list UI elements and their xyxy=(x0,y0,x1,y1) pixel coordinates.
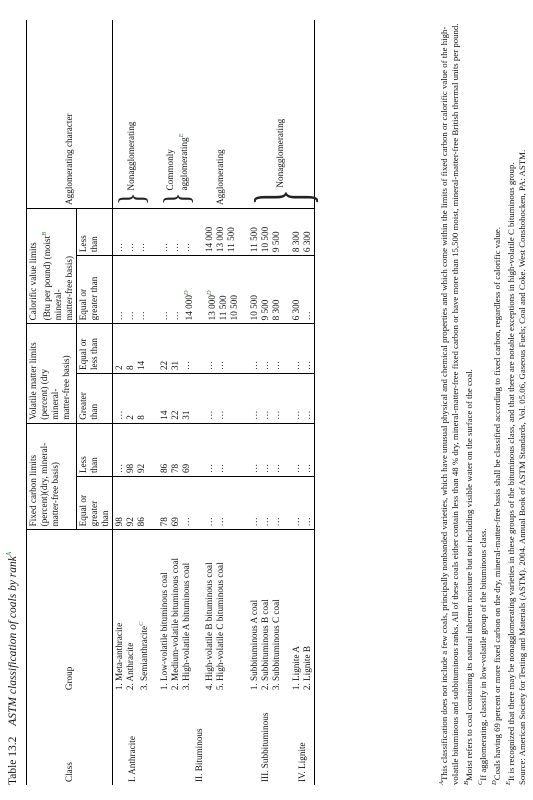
table-footnotes xyxy=(436,20,528,785)
curly-brace-icon: } xyxy=(156,192,197,205)
agglom-bituminous-b: Agglomerating xyxy=(203,20,241,208)
fc-lt-anthracite: … 98 92 xyxy=(113,423,152,476)
cv-ge-bituminous-a: … … 14 $000^D$ xyxy=(158,256,196,324)
title-footnote-marker: A xyxy=(5,551,13,557)
cv-lt-anthracite: … … … xyxy=(113,208,152,255)
groups-lignite: 1. Lignite A 2. Lignite B xyxy=(291,646,313,691)
cv-ge-bituminous-b: 13 $000^D$ 11 500 10 500 xyxy=(203,256,241,324)
cv-lt-lignite: 8 300 6 300 xyxy=(290,208,315,255)
fc-lt-lignite: … … xyxy=(290,423,315,476)
groups-bituminous-b: 4. High-volatile B bituminous coal 5. High-volatile C bituminous coal xyxy=(204,562,226,691)
fc-ge-lignite: … … xyxy=(290,477,315,530)
table-row-bituminous-a xyxy=(158,20,196,785)
header-fc-ge: Equal or greater than xyxy=(77,477,113,530)
vm-gt-anthracite: … 2 8 xyxy=(113,374,152,424)
vm-le-subbituminous: … … … xyxy=(248,324,283,374)
footnote-source: Source: American Society for Testing and Materials (ASTM). 2004. Annual Book of ASTM Standards, Vol. 05.06, Gaseous Fuels; Coal and Coke. West Conshohocken, PA: ASTM. xyxy=(516,149,527,785)
agglom-bituminous-a: } Commonly agglomerating$^E$ xyxy=(158,20,196,208)
class-subbituminous: III. Subbituminous xyxy=(260,712,271,782)
header-agglomerating: Agglomerating character xyxy=(27,20,113,208)
curly-brace-icon: } xyxy=(238,189,325,205)
footnote-a: $^A$This classification does not include a few coals, principally nonbanded varieties, which have unusual physical and chemical properties and which come within the limits of fixed carbon or calorific value of the high-volatile bituminous and subbituminous ranks. All of these coals either contain less than 48 % dry, mineral-matter-free fixed carbon or have more than 15,500 moist, mineral-matter-free British thermal units per pound. xyxy=(438,23,460,785)
table-caption xyxy=(2,25,20,785)
header-group: Group xyxy=(64,666,75,691)
header-row-main xyxy=(27,20,77,785)
footnote-d: $^D$Coals having 69 percent or more fixed carbon on the dry, mineral-matter-free basis shall be classified according to fixed carbon, regardless of calorific value. xyxy=(490,227,502,785)
agglom-subbituminous-lignite: }Nonagglomerating xyxy=(248,20,315,208)
fc-ge-subbituminous: … … … xyxy=(248,477,283,530)
groups-bituminous-a: 1. Low-volatile bituminous coal 2. Medium-volatile bituminous coal 3. High-volatile A bituminous coal xyxy=(159,557,192,691)
header-class: Class xyxy=(64,762,75,782)
vm-le-anthracite: 2 8 14 xyxy=(113,324,152,374)
groups-anthracite: 1. Meta-anthracite 2. Anthracite 3. Semianthracite$^C$ xyxy=(114,621,150,691)
groups-subbituminous: 1. Subbituminous A coal 2. Subbituminous B coal 3. Subbituminous C coal xyxy=(249,599,282,691)
fc-ge-bituminous-b: … … xyxy=(203,477,241,530)
header-fc-lt: Less than xyxy=(77,423,113,476)
table-row-anthracite xyxy=(113,20,152,785)
table-label: Table 13.2 xyxy=(6,736,19,785)
fc-lt-subbituminous: … … … xyxy=(248,423,283,476)
cv-lt-bituminous-a: … … … xyxy=(158,208,196,255)
coal-rank-table xyxy=(26,20,325,785)
footnote-b: $^B$Moist refers to coal containing its natural inherent moisture but not including visible water on the surface of the coal. xyxy=(462,369,474,785)
footnote-e: $^E$It is recognized that there may be nonagglomerating varieties in these groups of the bituminous class, and that there are notable exceptions in high-volatile C bituminous group. xyxy=(504,162,516,785)
cv-ge-lignite: 6 300 … xyxy=(290,256,315,324)
cv-ge-subbituminous: 10 500 9 500 8 300 xyxy=(248,256,283,324)
vm-gt-bituminous-b: … … xyxy=(203,374,241,424)
agglom-anthracite: }Nonagglomerating xyxy=(113,20,152,208)
cv-lt-bituminous-b: 14 000 13 000 11 500 xyxy=(203,208,241,255)
vm-gt-bituminous-a: 14 22 31 xyxy=(158,374,196,424)
header-vm-gt: Greater than xyxy=(77,374,113,424)
cv-lt-subbituminous: 11 500 10 500 9 500 xyxy=(248,208,283,255)
fc-lt-bituminous-a: 86 78 69 xyxy=(158,423,196,476)
header-vm-le: Equal or less than xyxy=(77,324,113,374)
vm-gt-subbituminous: … … … xyxy=(248,374,283,424)
fc-ge-anthracite: 98 92 86 xyxy=(113,477,152,530)
footnote-c: $^C$If agglomerating, classify in low-volatile group of the bituminous class. xyxy=(476,528,488,785)
fc-ge-bituminous-a: 78 69 … xyxy=(158,477,196,530)
header-cv-ge: Equal or greater than xyxy=(77,256,113,324)
header-cv-lt: Less than xyxy=(77,208,113,255)
table-row-subbituminous xyxy=(248,20,283,785)
curly-brace-icon: } xyxy=(111,192,152,205)
vm-le-bituminous-b: … … xyxy=(203,324,241,374)
vm-le-lignite: … … xyxy=(290,324,315,374)
header-fixed-carbon: Fixed carbon limits (percent)(dry, mineral- matter-free basis) xyxy=(27,423,77,530)
header-volatile-matter: Volatile matter limits (percent) (dry mineral- matter-free basis) xyxy=(27,324,77,423)
rotated-content xyxy=(0,5,533,795)
table-title: ASTM classification of coals by rank$^A$ xyxy=(5,551,19,726)
class-anthracite: I. Anthracite xyxy=(126,736,137,782)
fc-lt-bituminous-b: … … xyxy=(203,423,241,476)
header-calorific-value: Calorific value limits (Btu per pound) (moist$^B$ mineral- matter-free basis) xyxy=(27,208,77,323)
vm-gt-lignite: … … xyxy=(290,374,315,424)
class-bituminous: II. Bituminous xyxy=(194,728,205,782)
cv-ge-anthracite: … … … xyxy=(113,256,152,324)
table-row-bituminous-b xyxy=(203,20,241,785)
vm-le-bituminous-a: 22 31 … xyxy=(158,324,196,374)
class-lignite: IV. Lignite xyxy=(296,742,307,782)
